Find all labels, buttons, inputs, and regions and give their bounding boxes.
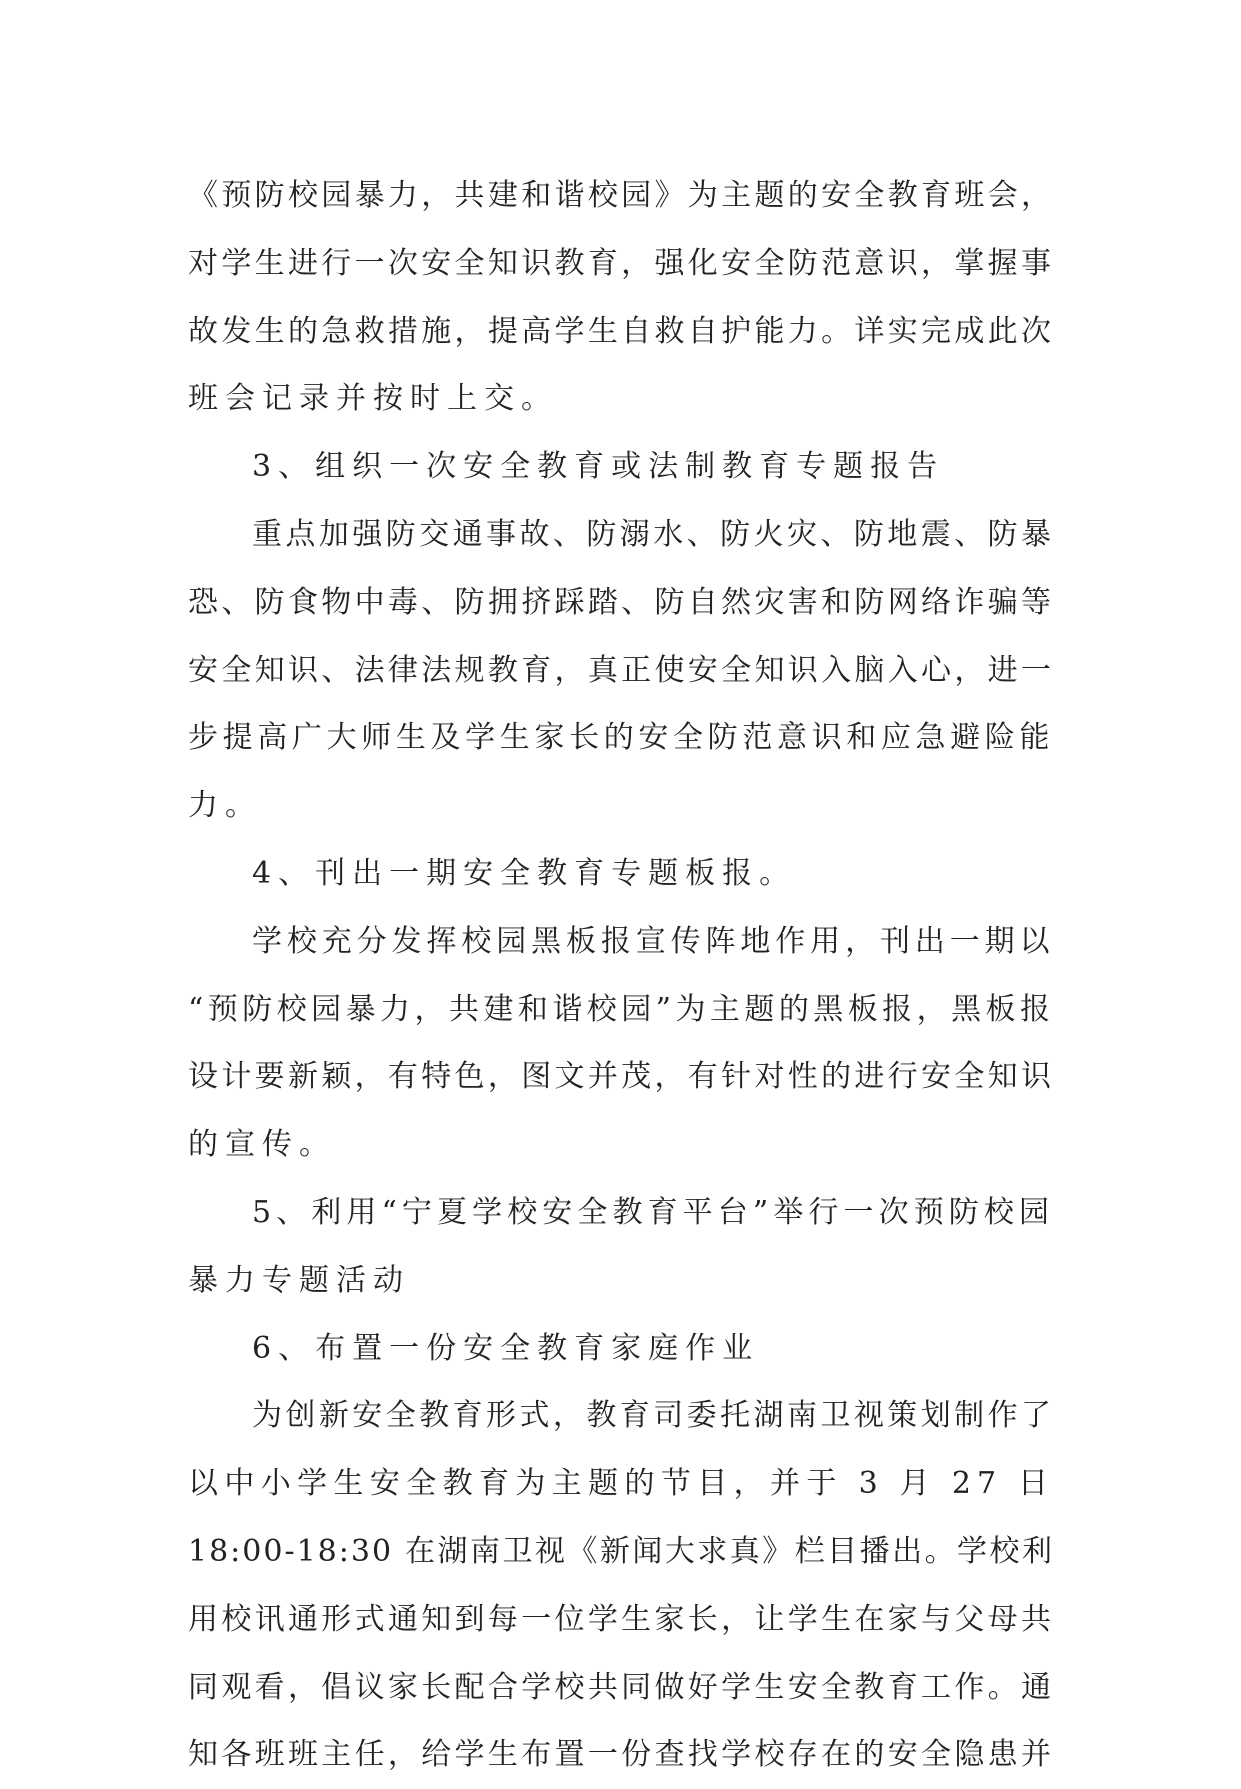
text-line: 同观看，倡议家长配合学校共同做好学生安全教育工作。通 xyxy=(188,1669,1054,1705)
text-line: 暴力专题活动 xyxy=(188,1262,410,1298)
text-line: 重点加强防交通事故、防溺水、防火灾、防地震、防暴 xyxy=(252,516,1054,552)
text-line: “预防校园暴力，共建和谐校园”为主题的黑板报，黑板报 xyxy=(188,991,1054,1027)
text-line: 《预防校园暴力，共建和谐校园》为主题的安全教育班会， xyxy=(188,178,1054,213)
text-line: 以中小学生安全教育为主题的节目，并于 3 月 27 日 xyxy=(188,1466,1054,1502)
text-line: 设计要新颖，有特色，图文并茂，有针对性的进行安全知识 xyxy=(188,1059,1054,1095)
text-line: 故发生的急救措施，提高学生自救自护能力。详实完成此次 xyxy=(188,313,1054,349)
text-line: 的宣传。 xyxy=(188,1127,336,1163)
text-line: 知各班班主任，给学生布置一份查找学校存在的安全隐患并 xyxy=(188,1737,1054,1773)
section-heading-4: 4、刊出一期安全教育专题板报。 xyxy=(252,855,797,891)
text-line: 恐、防食物中毒、防拥挤踩踏、防自然灾害和防网络诈骗等 xyxy=(188,584,1054,620)
section-heading-5: 5、利用“宁夏学校安全教育平台”举行一次预防校园 xyxy=(252,1194,1054,1230)
section-heading-6: 6、布置一份安全教育家庭作业 xyxy=(252,1330,760,1366)
document-body xyxy=(188,162,1054,1789)
text-line: 用校讯通形式通知到每一位学生家长，让学生在家与父母共 xyxy=(188,1601,1054,1637)
text-line: 安全知识、法律法规教育，真正使安全知识入脑入心，进一 xyxy=(188,652,1054,688)
section-heading-3: 3、组织一次安全教育或法制教育专题报告 xyxy=(252,449,945,485)
text-line: 步提高广大师生及学生家长的安全防范意识和应急避险能 xyxy=(188,720,1054,756)
text-line: 对学生进行一次安全知识教育，强化安全防范意识，掌握事 xyxy=(188,245,1054,281)
text-line: 为创新安全教育形式，教育司委托湖南卫视策划制作了 xyxy=(252,1398,1054,1434)
text-line: 18:00-18:30 在湖南卫视《新闻大求真》栏目播出。学校利 xyxy=(188,1533,1054,1569)
text-line: 班会记录并按时上交。 xyxy=(188,381,558,417)
text-line: 力。 xyxy=(188,788,262,824)
text-line: 学校充分发挥校园黑板报宣传阵地作用，刊出一期以 xyxy=(252,923,1054,959)
